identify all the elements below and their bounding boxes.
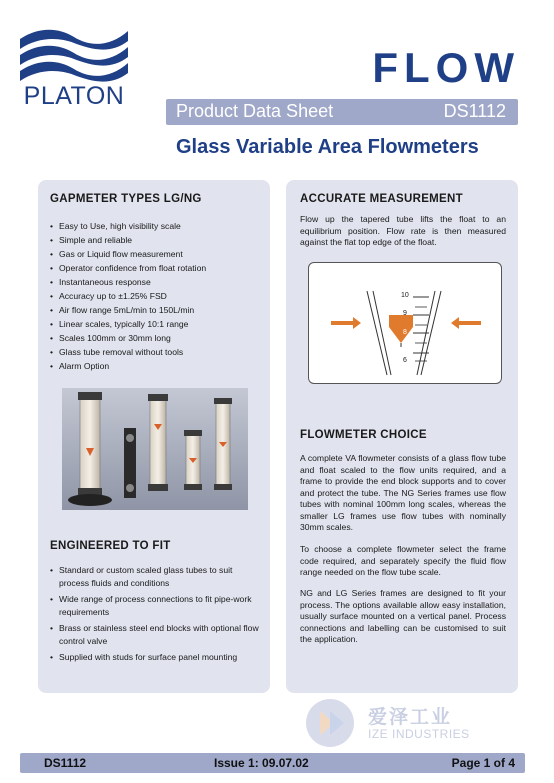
list-item: • Glass tube removal without tools	[50, 345, 260, 359]
arrow-left-icon	[451, 317, 481, 329]
list-item: • Brass or stainless steel end blocks with optional flow control valve	[50, 622, 260, 647]
product-family: FLOW	[372, 44, 520, 91]
accurate-heading: ACCURATE MEASUREMENT	[300, 193, 463, 205]
list-item: • Wide range of process connections to fit pipe-work requirements	[50, 593, 260, 618]
float-shape	[389, 315, 413, 343]
flowmeter-product-photo	[62, 388, 248, 510]
types-heading: GAPMETER TYPES LG/NG	[50, 193, 202, 205]
watermark-cn: 爱泽工业	[368, 707, 453, 728]
choice-paragraph: To choose a complete flowmeter select the frame code required, and separately specify the fluid flow range needed on the flow tube scale.	[300, 544, 506, 577]
types-list	[50, 219, 260, 373]
engineered-list	[50, 564, 260, 668]
list-item: • Supplied with studs for surface panel mounting	[50, 651, 260, 664]
list-item: • Gas or Liquid flow measurement	[50, 247, 260, 261]
list-item: • Linear scales, typically 10:1 range	[50, 317, 260, 331]
sheet-bar	[166, 99, 518, 125]
sheet-label: Product Data Sheet	[176, 101, 334, 121]
ize-watermark-logo	[300, 696, 360, 751]
list-item: • Accuracy up to ±1.25% FSD	[50, 289, 260, 303]
list-item: • Scales 100mm or 30mm long	[50, 331, 260, 345]
tick-label: 10	[401, 292, 409, 299]
footer-page: Page 1 of 4	[451, 756, 515, 770]
tick-label: 9	[403, 310, 407, 317]
engineered-heading: ENGINEERED TO FIT	[50, 540, 171, 552]
footer-issue: Issue 1: 09.07.02	[214, 756, 309, 770]
list-item: • Operator confidence from float rotation	[50, 261, 260, 275]
list-item: • Instantaneous response	[50, 275, 260, 289]
list-item: • Air flow range 5mL/min to 150L/min	[50, 303, 260, 317]
sheet-code: DS1112	[443, 101, 506, 121]
accurate-text: Flow up the tapered tube lifts the float to an equilibrium position. Flow rate is then measured against the flat top edge of the float.	[300, 214, 506, 247]
footer-code: DS1112	[44, 756, 87, 770]
list-item: • Easy to Use, high visibility scale	[50, 219, 260, 233]
tick-label: 6	[403, 357, 407, 364]
list-item: • Standard or custom scaled glass tubes to suit process fluids and conditions	[50, 564, 260, 589]
choice-heading: FLOWMETER CHOICE	[300, 429, 427, 441]
choice-paragraph: NG and LG Series frames are designed to fit your process. The options available allow easy installation, usually surface mounted on a vertical panel. Process connections and labelling can be customised to suit the application.	[300, 588, 506, 644]
tick-label: 8	[403, 329, 407, 336]
gauge-drawing	[309, 263, 501, 383]
float-gauge-diagram	[308, 262, 502, 384]
brand-name: PLATON	[23, 82, 125, 110]
list-item: • Alarm Option	[50, 359, 260, 373]
list-item: • Simple and reliable	[50, 233, 260, 247]
page-title: Glass Variable Area Flowmeters	[176, 136, 479, 158]
watermark-en: IZE INDUSTRIES	[368, 727, 470, 741]
footer-bar	[20, 753, 525, 773]
choice-paragraph: A complete VA flowmeter consists of a glass flow tube and float scaled to the flow units required, and a frame to provide the end block supports and to cover and protect the tube. The NG Series frames use flow tubes with nominal 100mm long scales, whereas the smaller LG frames use flow tubes with nominally 30mm scales.	[300, 453, 506, 532]
arrow-right-icon	[331, 317, 361, 329]
